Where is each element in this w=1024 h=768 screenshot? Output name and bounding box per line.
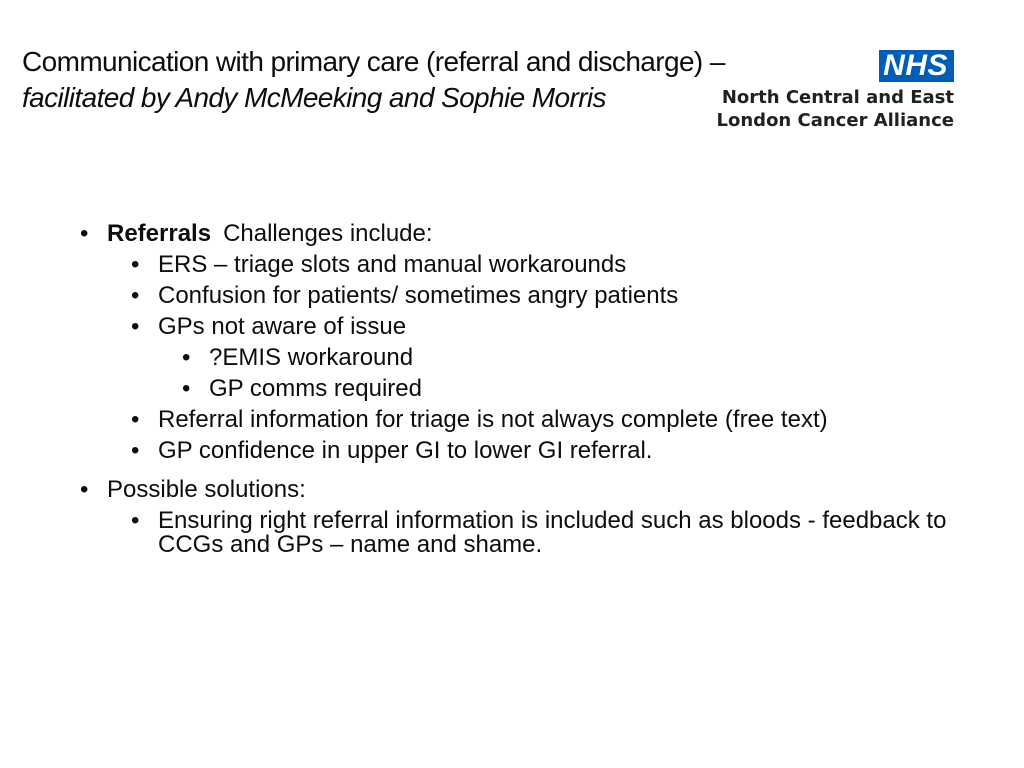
referrals-challenges-list bbox=[131, 249, 960, 466]
top-level-bullet-list bbox=[80, 218, 960, 557]
list-item: • GP confidence in upper GI to lower GI referral. bbox=[131, 435, 960, 466]
list-item: • Confusion for patients/ sometimes angry patients bbox=[131, 280, 960, 311]
nhs-logo-icon: NHS bbox=[879, 50, 954, 82]
organisation-name-line2: London Cancer Alliance bbox=[716, 110, 954, 131]
nhs-alliance-logo bbox=[717, 50, 954, 132]
referrals-intro: Challenges include: bbox=[223, 220, 433, 247]
slide-body bbox=[80, 218, 960, 557]
list-item bbox=[131, 505, 960, 557]
gp-awareness-sublist bbox=[182, 342, 960, 404]
list-item: • ERS – triage slots and manual workarounds bbox=[131, 249, 960, 280]
sub-list-item: • GP comms required bbox=[182, 373, 960, 404]
organisation-name-line1: North Central and East bbox=[721, 87, 954, 108]
sub-list-item: • ?EMIS workaround bbox=[182, 342, 960, 373]
list-item-text: GPs not aware of issue bbox=[158, 313, 407, 340]
slide-title-facilitators: facilitated by Andy McMeeking and Sophie Morris bbox=[22, 82, 606, 113]
slide-title-line1: Communication with primary care (referral and discharge) – bbox=[22, 46, 725, 77]
list-item: • Referral information for triage is not always complete (free text) bbox=[131, 404, 960, 435]
list-item bbox=[131, 311, 960, 404]
bullet-possible-solutions bbox=[80, 474, 960, 557]
bullet-referrals bbox=[80, 218, 960, 466]
solution-text: • Ensuring right referral information is included such as bloods - feedback to CCGs and GPs – name and shame. bbox=[158, 507, 947, 558]
solutions-list bbox=[131, 505, 960, 557]
organisation-name bbox=[717, 86, 954, 132]
referrals-label: Referrals bbox=[107, 220, 212, 247]
solutions-label: Possible solutions: bbox=[107, 476, 306, 503]
